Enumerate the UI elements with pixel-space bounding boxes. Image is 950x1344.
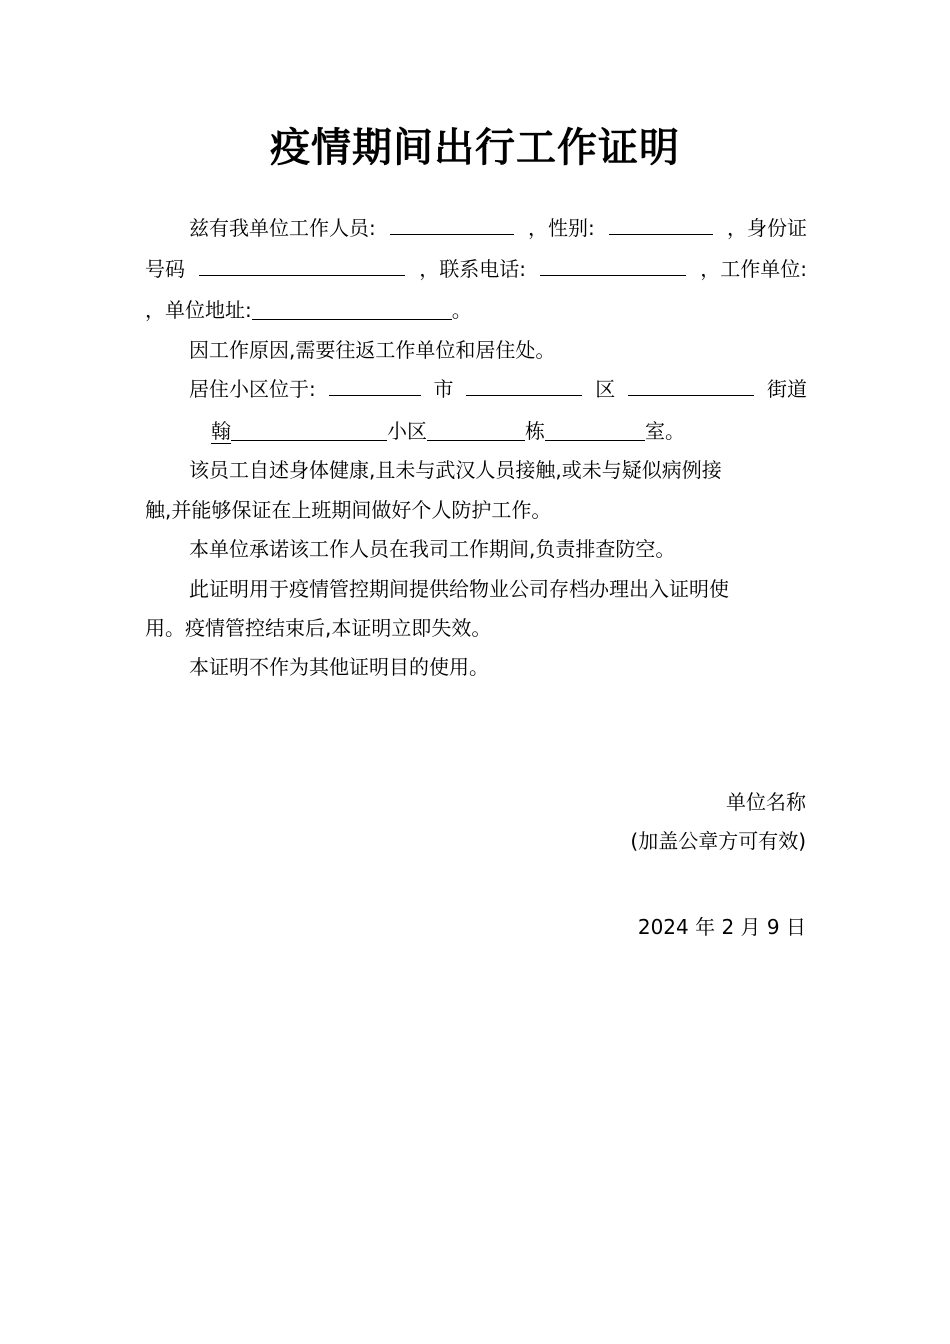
phone-label: ，联系电话: bbox=[419, 257, 526, 281]
gender-blank[interactable] bbox=[609, 212, 713, 235]
seal-note: (加盖公章方可有效) bbox=[630, 829, 806, 853]
page-title: 疫情期间出行工作证明 bbox=[270, 124, 680, 171]
id-label-end: 号码 bbox=[145, 257, 185, 281]
paragraph-4-line-2: 触,并能够保证在上班期间做好个人防护工作。 bbox=[145, 498, 552, 522]
employee-name-blank[interactable] bbox=[390, 212, 514, 235]
community-blank[interactable] bbox=[231, 418, 387, 441]
paragraph-5: 本单位承诺该工作人员在我司工作期间,负责排查防空。 bbox=[189, 537, 676, 561]
residence-label: 居住小区位于: bbox=[189, 377, 316, 401]
room-blank[interactable] bbox=[545, 418, 645, 441]
city-label: 市 bbox=[433, 377, 454, 401]
room-label: 室。 bbox=[645, 419, 685, 443]
city-blank[interactable] bbox=[329, 373, 421, 396]
paragraph-6-line-1: 此证明用于疫情管控期间提供给物业公司存档办理出入证明使 bbox=[189, 577, 729, 601]
employee-label: 兹有我单位工作人员: bbox=[189, 216, 376, 240]
sentence-end: 。 bbox=[451, 298, 472, 322]
paragraph-3-line-2 bbox=[211, 411, 711, 451]
street-label: 街道 bbox=[767, 377, 807, 401]
paragraph-7: 本证明不作为其他证明目的使用。 bbox=[189, 655, 489, 679]
paragraph-1-line-2 bbox=[145, 249, 807, 289]
paragraph-1-line-1 bbox=[189, 208, 807, 248]
paragraph-3-line-1 bbox=[189, 369, 807, 409]
paragraph-2: 因工作原因,需要往返工作单位和居住处。 bbox=[189, 338, 556, 362]
community-label: 小区 bbox=[387, 419, 427, 443]
id-label-start: ，身份证 bbox=[727, 216, 807, 240]
paragraph-6-line-2: 用。疫情管控结束后,本证明立即失效。 bbox=[145, 616, 492, 640]
gender-label: ，性别: bbox=[528, 216, 595, 240]
street-blank[interactable] bbox=[628, 373, 754, 396]
phone-blank[interactable] bbox=[540, 253, 686, 276]
district-blank[interactable] bbox=[466, 373, 582, 396]
unit-address-label: ，单位地址: bbox=[145, 298, 252, 322]
date: 2024 年 2 月 9 日 bbox=[637, 915, 806, 939]
unit-address-blank[interactable] bbox=[252, 297, 452, 320]
han-prefix: 翰 bbox=[211, 419, 231, 443]
paragraph-1-line-3 bbox=[145, 290, 807, 330]
paragraph-4-line-1: 该员工自述身体健康,且未与武汉人员接触,或未与疑似病例接 bbox=[189, 458, 722, 482]
district-label: 区 bbox=[595, 377, 616, 401]
building-label: 栋 bbox=[525, 419, 545, 443]
work-unit-label: ，工作单位: bbox=[700, 257, 807, 281]
building-blank[interactable] bbox=[427, 418, 525, 441]
id-number-blank[interactable] bbox=[199, 253, 405, 276]
unit-name: 单位名称 bbox=[726, 790, 806, 814]
